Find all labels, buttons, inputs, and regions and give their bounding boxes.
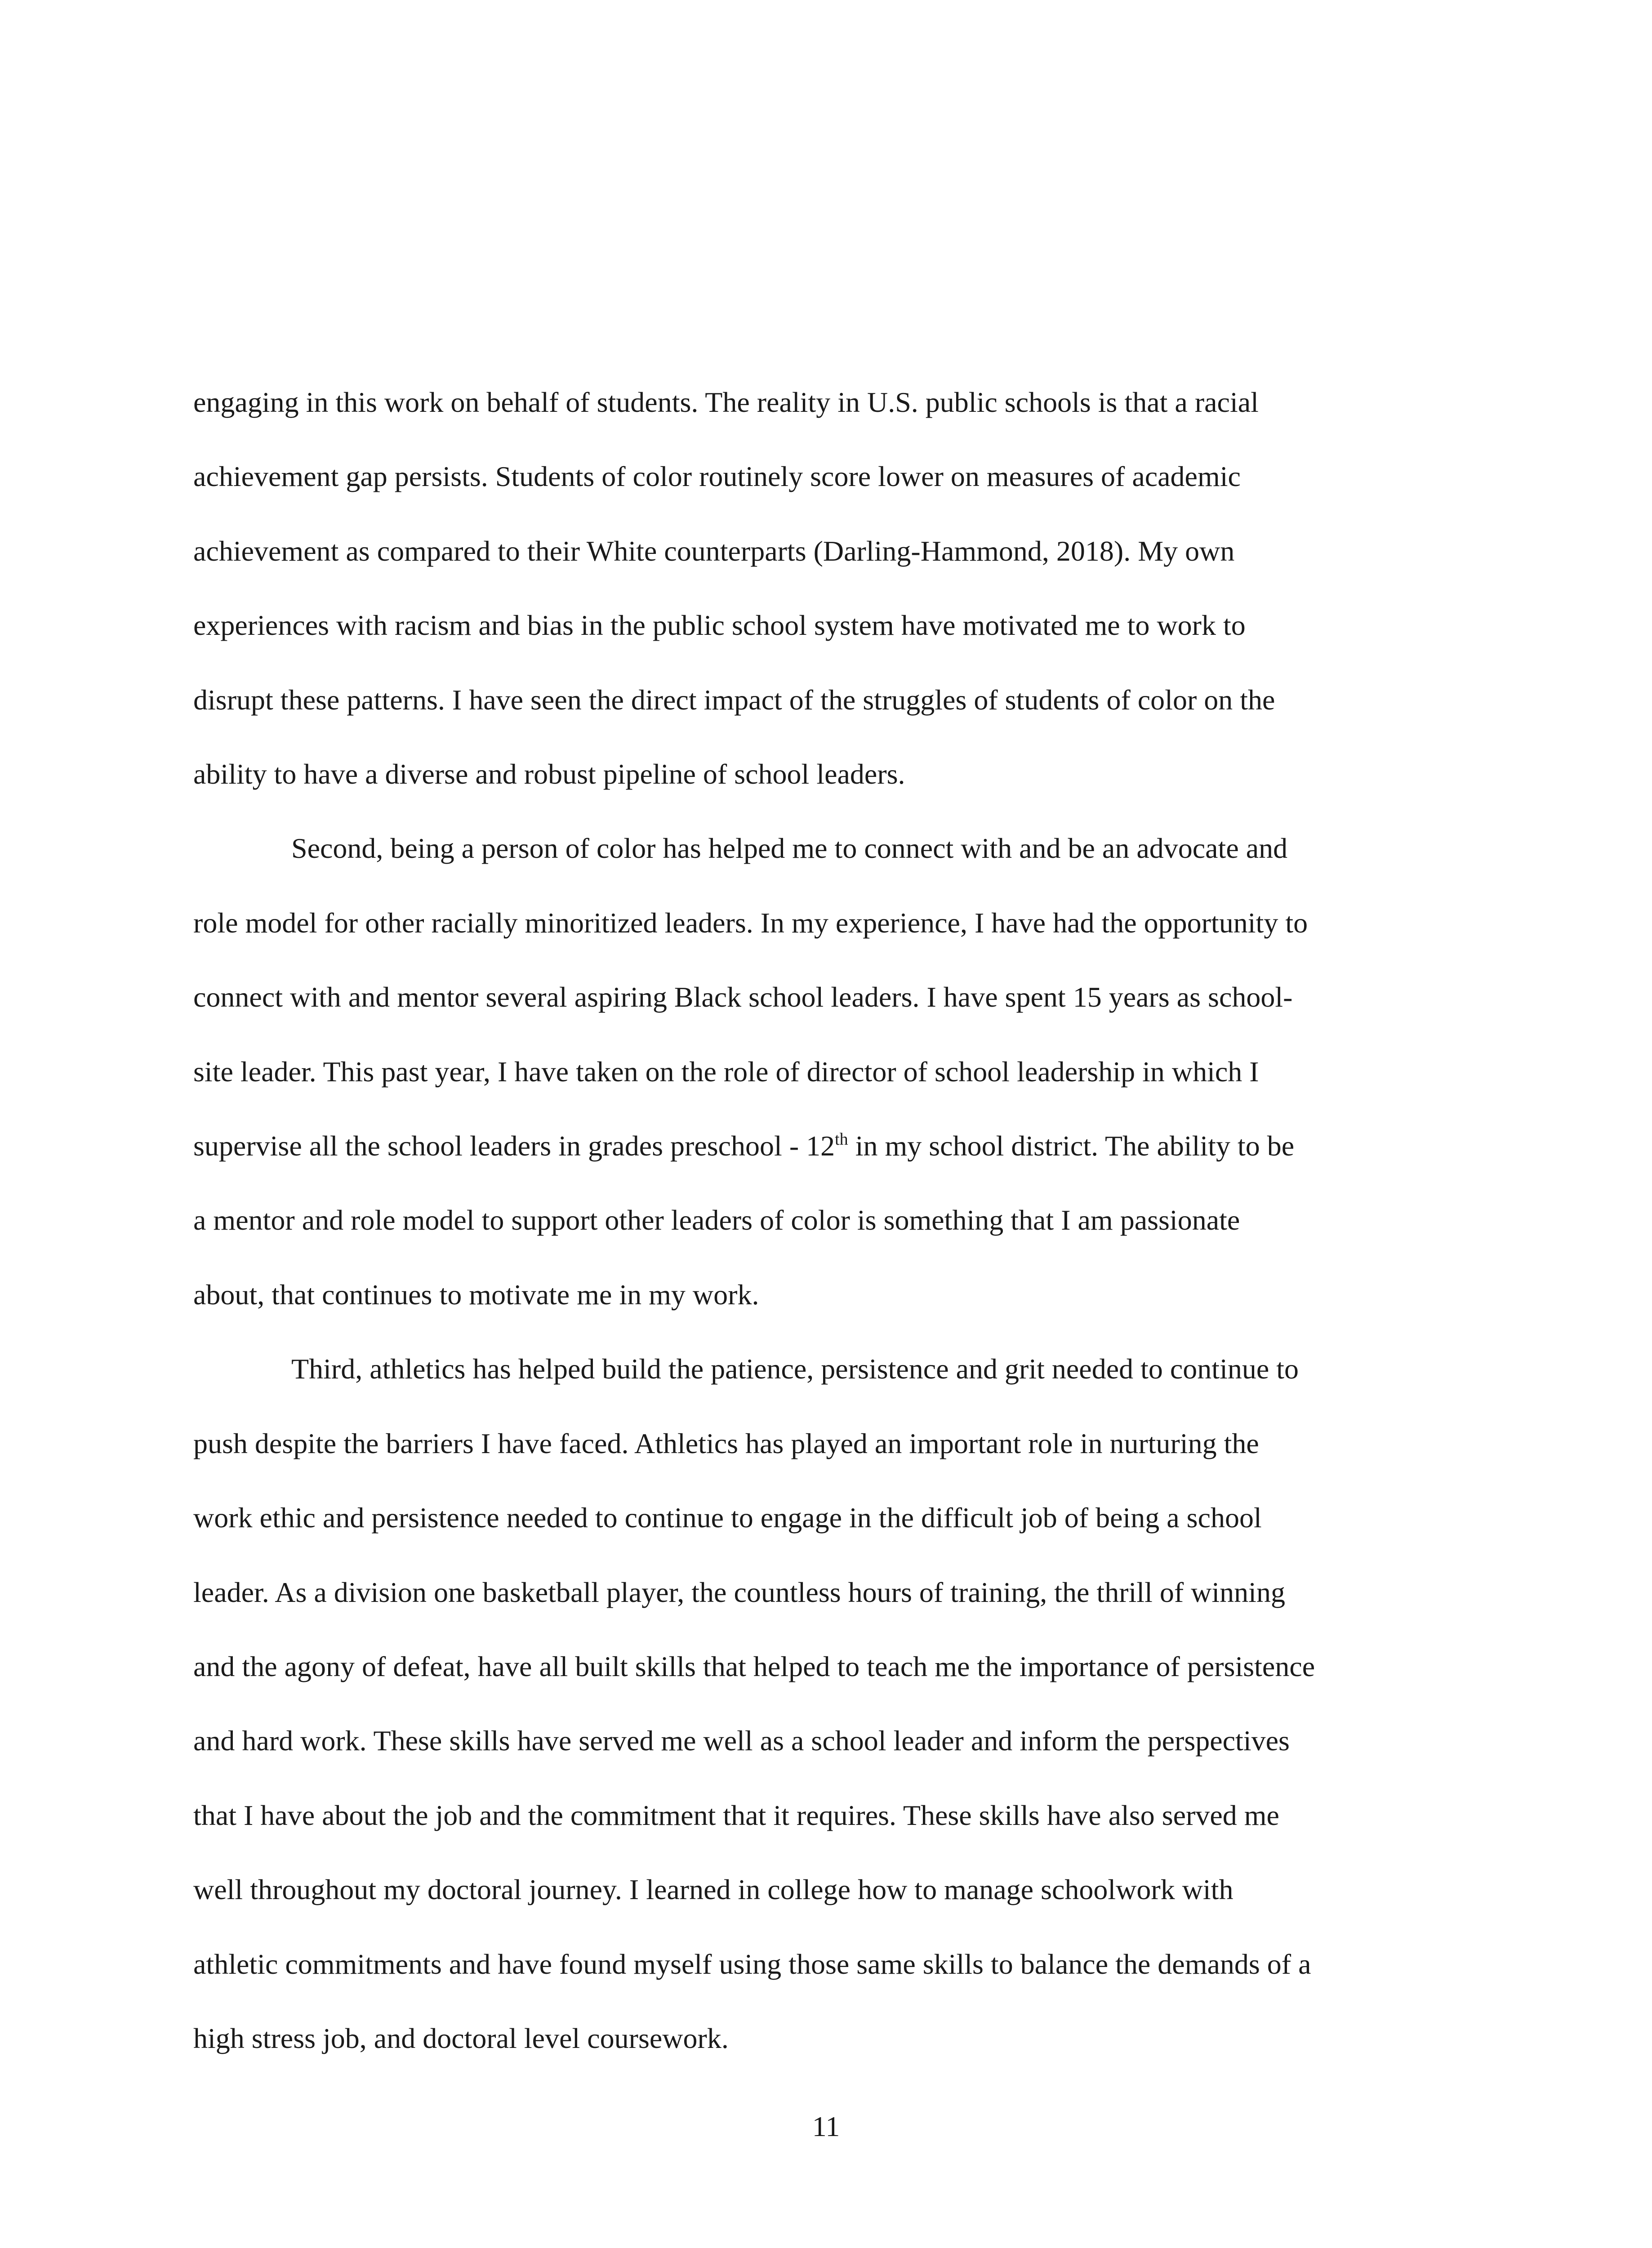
ordinal-superscript: th [835,1130,848,1149]
text-line: achievement as compared to their White counterparts (Darling-Hammond, 2018). My own [193,535,1235,567]
text-line: about, that continues to motivate me in my work. [193,1278,759,1311]
text-line: a mentor and role model to support other leaders of color is something that I am passionate [193,1204,1240,1236]
text-line: ability to have a diverse and robust pipeline of school leaders. [193,758,905,790]
text-line: that I have about the job and the commitment that it requires. These skills have also served me [193,1799,1279,1831]
text-line: experiences with racism and bias in the public school system have motivated me to work to [193,609,1246,642]
text-line: athletic commitments and have found myself using those same skills to balance the demands of a [193,1948,1311,1980]
text-line: and the agony of defeat, have all built skills that helped to teach me the importance of persistence [193,1650,1315,1682]
text-line: role model for other racially minoritized leaders. In my experience, I have had the opportunity to [193,906,1308,939]
paragraph [193,811,1465,1332]
paragraph [193,1332,1465,2075]
text-line: high stress job, and doctoral level coursework. [193,2022,729,2054]
text-line: well throughout my doctoral journey. I learned in college how to manage schoolwork with [193,1873,1233,1906]
text-line: work ethic and persistence needed to continue to engage in the difficult job of being a school [193,1502,1262,1534]
text-line: engaging in this work on behalf of students. The reality in U.S. public schools is that a racial [193,386,1259,418]
text-line [193,1109,1465,1183]
body-text [193,365,1465,2075]
text-line: Third, athletics has helped build the patience, persistence and grit needed to continue to [291,1353,1299,1385]
text-line: leader. As a division one basketball player, the countless hours of training, the thrill of winning [193,1576,1285,1608]
text-line: site leader. This past year, I have taken on the role of director of school leadership in which I [193,1055,1259,1088]
text-line: connect with and mentor several aspiring Black school leaders. I have spent 15 years as school- [193,981,1293,1013]
text-run: supervise all the school leaders in grades preschool - 12 [193,1130,835,1162]
text-line: disrupt these patterns. I have seen the direct impact of the struggles of students of color on the [193,683,1275,716]
page-number: 11 [812,2110,840,2142]
text-line: Second, being a person of color has helped me to connect with and be an advocate and [291,832,1288,865]
text-run: in my school district. The ability to be [848,1130,1295,1162]
paragraph [193,365,1465,811]
text-line: and hard work. These skills have served me well as a school leader and inform the perspectives [193,1725,1290,1757]
text-line: push despite the barriers I have faced. Athletics has played an important role in nurturing the [193,1427,1259,1459]
text-line: achievement gap persists. Students of color routinely score lower on measures of academic [193,460,1241,493]
